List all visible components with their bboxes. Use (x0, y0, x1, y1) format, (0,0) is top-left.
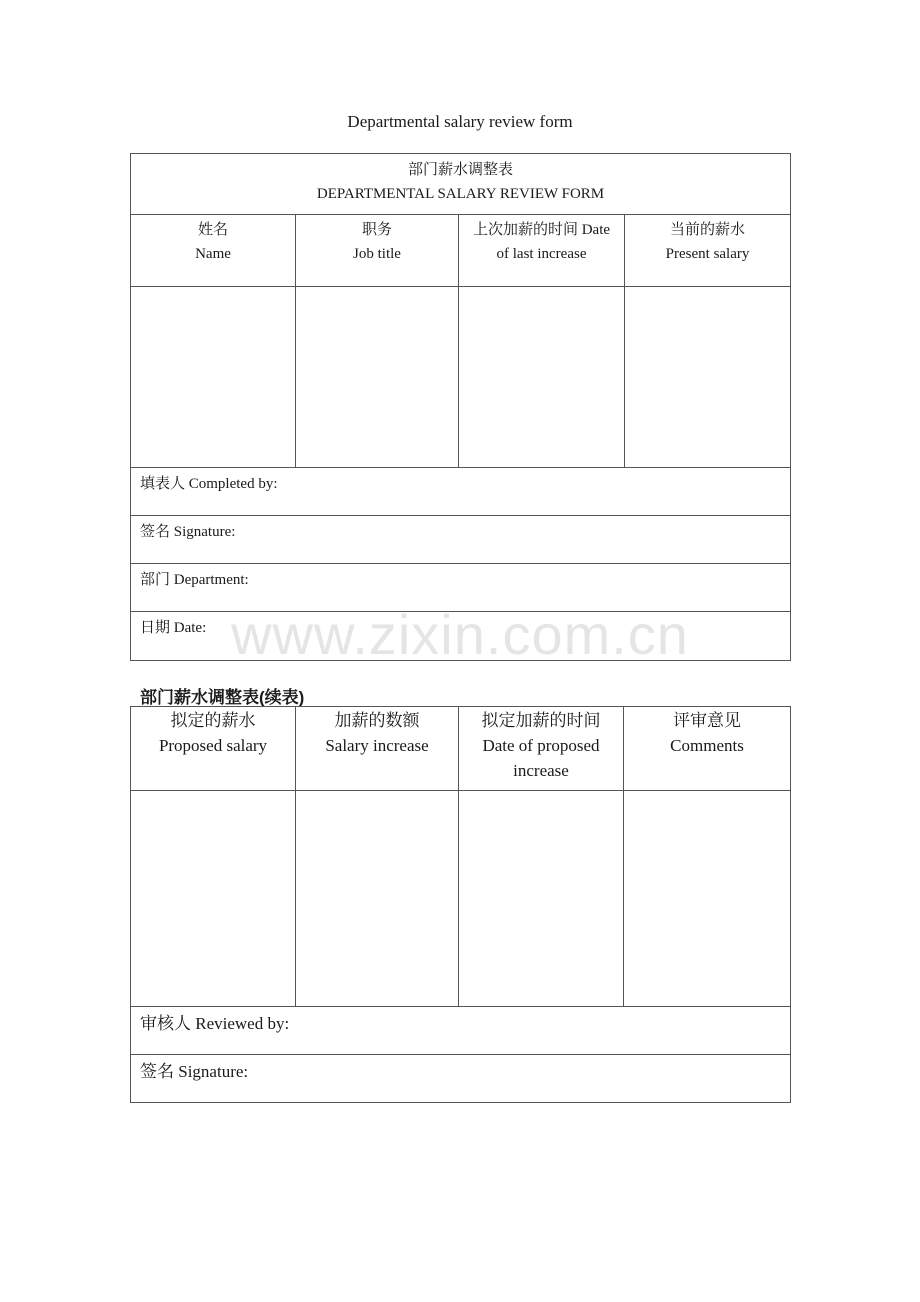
reviewed-by-field[interactable]: 审核人 Reviewed by: (131, 1007, 791, 1055)
salary-review-form (130, 153, 791, 661)
column-header-proposed-salary: 拟定的薪水 Proposed salary (131, 707, 296, 791)
salary-increase-input-cell[interactable] (296, 791, 459, 1007)
column-header-last-increase: 上次加薪的时间 Date of last increase (459, 215, 625, 287)
page-title: Departmental salary review form (347, 112, 573, 131)
column-header-name: 姓名 Name (131, 215, 296, 287)
department-field[interactable]: 部门 Department: (131, 564, 791, 612)
watermark: www.zixin.com.cn (231, 603, 689, 666)
last-increase-input-cell[interactable] (459, 287, 625, 468)
proposed-date-input-cell[interactable] (459, 791, 624, 1007)
name-input-cell[interactable] (131, 287, 296, 468)
completed-by-field[interactable]: 填表人 Completed by: (131, 468, 791, 516)
date-field[interactable]: 日期 Date: (131, 612, 791, 661)
continued-label: 部门薪水调整表(续表) (140, 688, 305, 707)
column-header-present-salary: 当前的薪水 Present salary (625, 215, 791, 287)
signature-field[interactable]: 签名 Signature: (131, 516, 791, 564)
job-title-input-cell[interactable] (296, 287, 459, 468)
comments-input-cell[interactable] (624, 791, 791, 1007)
form-header (131, 154, 791, 215)
reviewer-signature-field[interactable]: 签名 Signature: (131, 1055, 791, 1103)
form-header-en: DEPARTMENTAL SALARY REVIEW FORM (316, 186, 605, 202)
column-header-comments: 评审意见 Comments (624, 707, 791, 791)
column-header-salary-increase: 加薪的数额 Salary increase (296, 707, 459, 791)
salary-review-form-continued (130, 706, 791, 1103)
present-salary-input-cell[interactable] (625, 287, 791, 468)
proposed-salary-input-cell[interactable] (131, 791, 296, 1007)
column-header-proposed-date: 拟定加薪的时间 Date of proposed increase (459, 707, 624, 791)
column-header-job-title: 职务 Job title (296, 215, 459, 287)
form-header-zh: 部门薪水调整表 (408, 162, 514, 178)
